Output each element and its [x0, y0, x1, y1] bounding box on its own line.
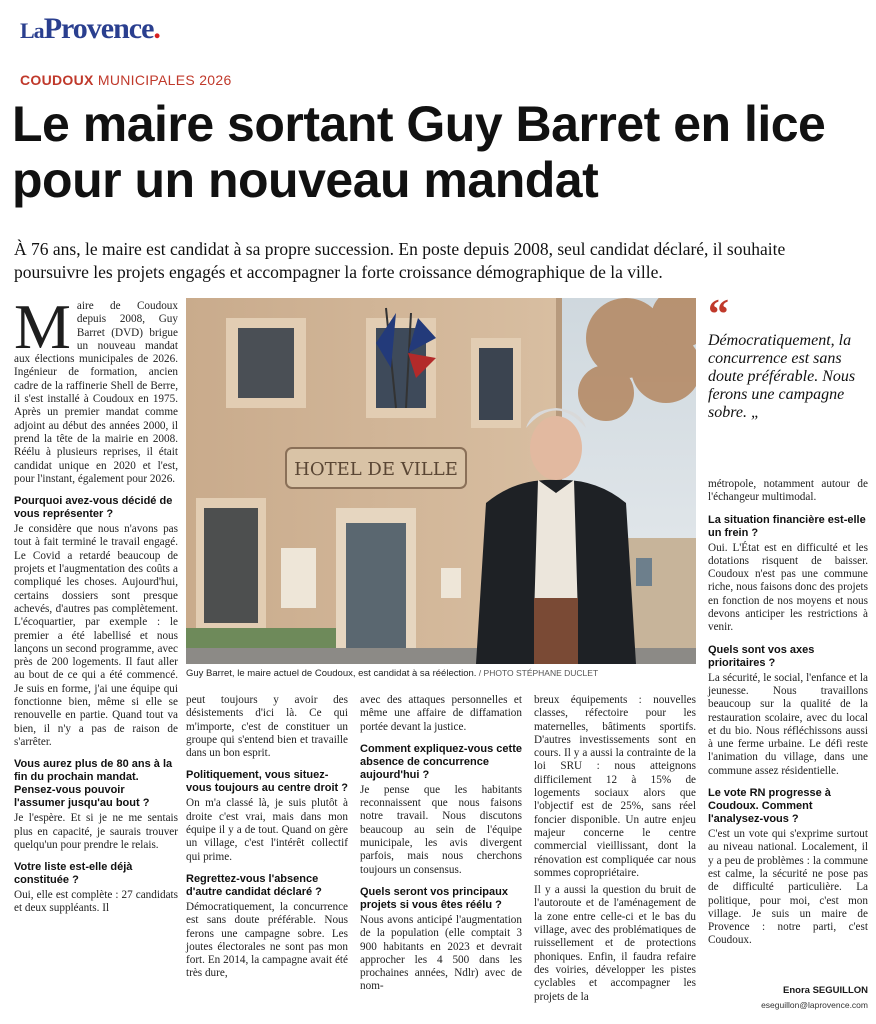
column-4	[534, 694, 696, 1008]
article-photo	[186, 298, 696, 664]
article-headline: Le maire sortant Guy Barret en lice pour un nouveau mandat	[12, 96, 826, 208]
drop-cap: M	[14, 291, 71, 362]
question: Vous aurez plus de 80 ans à la fin du prochain mandat. Pensez-vous pouvoir l'assumer jusqu'au bout ?	[14, 758, 173, 810]
answer: Démocratiquement, la concurrence est sans doute préférable. Nous ferons une campagne sobre. Les joutes électorales ne sont pas mon fort. En 2014, la campagne avait été très dure,	[186, 900, 348, 980]
masthead-logo[interactable]: LaProvence.	[20, 12, 160, 45]
question: Pourquoi avez-vous décidé de vous représenter ?	[14, 495, 173, 521]
question: Politiquement, vous situez-vous toujours au centre droit ?	[186, 769, 348, 795]
question: Quels sont vos axes prioritaires ?	[708, 643, 815, 669]
answer: C'est un vote qui s'exprime surtout au niveau national. Localement, il y a peu de problèmes : la commune est calme, la sécurité ne pose pas de difficulté particulière. La politique, pour moi, c'est mon village. Je suis un maire de Provence : notre parti, c'est Coudoux.	[708, 828, 868, 947]
question: La situation financière est-elle un frein ?	[708, 513, 866, 539]
answer: Je considère que nous n'avons pas tout à fait terminé le travail engagé. Le Covid a retardé beaucoup de projets et l'augmentation des coûts a compliqué les choses. Aujourd'hui, certains dossiers sont presque achevés, d'autres pas complètement. L'écoquartier, par exemple : le premier a été labellisé et nous lançons un second programme, avec près de 200 logements. Il faut aller au bout de ce qui a été commencé. Je suis en forme, j'ai une équipe qui fonctionne bien, même si elle se renouvelle en partie. Quand tout va bien, il n'y a pas de raison de s'arrêter.	[14, 523, 178, 748]
section-kicker: COUDOUX MUNICIPALES 2026	[20, 72, 232, 88]
question: Votre liste est-elle déjà constituée ?	[14, 861, 133, 887]
answer: Je l'espère. Et si je ne me sentais plus en capacité, je saurais trouver quelqu'un pour prendre le relais.	[14, 812, 178, 851]
question: Regrettez-vous l'absence d'autre candidat déclaré ?	[186, 872, 322, 898]
quote-mark-icon: “	[708, 292, 729, 338]
answer: La sécurité, le social, l'enfance et la jeunesse. Nous travaillons beaucoup sur la qualité de la restauration scolaire, avec du local et du bio. Nous réfléchissons aussi à une ferme urbaine. Le défi reste l'animation du village, dans une commune assez résidentielle.	[708, 671, 868, 777]
article-lede: À 76 ans, le maire est candidat à sa propre succession. En poste depuis 2008, seul candidat déclaré, il souhaite poursuivre les projets engagés et accompagner la forte croissance démographique de la ville.	[14, 239, 786, 282]
answer: Il y a aussi la question du bruit de l'autoroute et de l'aménagement de la zone entre celle-ci et le bas du village, avec des problématiques de ruissellement et de protections phoniques. Enfin, il faudra refaire des voiries, développer les pistes cyclables et accompagner les projets de la	[534, 884, 696, 1003]
column-5	[708, 478, 868, 952]
answer: breux équipements : nouvelles classes, réfectoire pour les maternelles, bâtiments sportifs. D'autres investissements sont en cours. Il y a aussi la contrainte de la loi SRU : nous atteignons difficilement 12 à 15% de logements sociaux alors que l'objectif est de 25%, sans réel foncier disponible. Un autre enjeu majeur concerne le centre commercial vieillissant, dont la rénovation est compliquée car nous sommes copropriétaire.	[534, 694, 696, 879]
answer: Oui, elle est complète : 27 candidats et deux suppléants. Il	[14, 889, 178, 915]
answer: peut toujours y avoir des désistements d'ici là. Ce qui m'importe, c'est de constituer un groupe qui s'entend bien et travaille dans un bon esprit.	[186, 694, 348, 760]
answer: Nous avons anticipé l'augmentation de la population (elle comptait 3 900 habitants en 2023 et devrait approcher les 4 500 dans les prochaines années, Ndlr) avec de nom-	[360, 913, 522, 993]
question: Le vote RN progresse à Coudoux. Comment l'analysez-vous ?	[708, 787, 831, 826]
author-email[interactable]: eseguillon@laprovence.com	[761, 1000, 868, 1010]
column-2	[186, 694, 348, 985]
answer: avec des attaques personnelles et même une affaire de diffamation portée devant la justice.	[360, 694, 522, 733]
pull-quote: “ Démocratiquement, la concurrence est sans doute préférable. Nous ferons une campagne sobre. „	[708, 300, 868, 422]
photo-caption: Guy Barret, le maire actuel de Coudoux, est candidat à sa réélection. / PHOTO STÉPHANE DUCLET	[186, 668, 599, 679]
question: Comment expliquez-vous cette absence de concurrence aujourd'hui ?	[360, 742, 522, 781]
answer: Oui. L'État est en difficulté et les dotations risquent de baisser. Coudoux n'est pas une commune riche, nous faisons donc des projets en fonction de nos moyens et nous devons anticiper les restrictions à venir.	[708, 541, 868, 634]
author-byline: Enora SEGUILLON	[783, 985, 868, 996]
column-3	[360, 694, 522, 998]
column-1: Maire de Coudoux depuis 2008, Guy Barret (DVD) brigue un nouveau mandat aux élections municipales de 2026. Ingénieur de formation, ancien cadre de la raffinerie Shell de Berre, il s'est installé à Coudoux en 1975. Après un premier mandat comme adjoint au début des années 2000, il prend la tête de la mairie en 2008. Réélu à plusieurs reprises, il était candidat unique en 2020 et l'est, pour l'instant, également pour 2026. Pourquoi avez-vous décidé de vous représenter ? Je considère que nous n'avons pas tout à fait terminé le travail engagé. Le Covid a retardé beaucoup de projets et l'augmentation des coûts a compliqué les choses. Aujourd'hui, certains dossiers sont presque achevés, d'autres pas complètement. L'écoquartier, par exemple : le premier a été labellisé et nous lançons un second programme, avec près de 200 logements. Il faut aller au bout de ce qui a été commencé. Je suis en forme, j'ai une équipe qui fonctionne bien, même si elle se renouvelle en partie. Quand tout va bien, il n'y a pas de raison de s'arrêter. Vous aurez plus de 80 ans à la fin du prochain mandat. Pensez-vous pouvoir l'assumer jusqu'au bout ? Je l'espère. Et si je ne me sentais plus en capacité, je saurais trouver quelqu'un pour prendre le relais. Votre liste est-elle déjà constituée ? Oui, elle est complète : 27 candidats et deux suppléants. Il	[14, 291, 178, 915]
town-hall-photo	[186, 298, 696, 664]
answer: On m'a classé là, je suis plutôt à droite c'est vrai, mais dans mon équipe il y a de tout. Quand on gère un village, c'est l'intérêt collectif qui prime.	[186, 797, 348, 863]
town-hall-sign: HOTEL DE VILLE	[294, 459, 458, 480]
answer: Je pense que les habitants reconnaissent que nous faisons notre travail. Nous discutons beaucoup au sein de l'équipe municipale, les avis divergent parfois, mais nous cherchons toujours un consensus.	[360, 783, 522, 876]
photo-credit: / PHOTO STÉPHANE DUCLET	[476, 668, 599, 678]
answer: métropole, notamment autour de l'échangeur multimodal.	[708, 478, 868, 504]
question: Quels seront vos principaux projets si vous êtes réélu ?	[360, 885, 508, 911]
